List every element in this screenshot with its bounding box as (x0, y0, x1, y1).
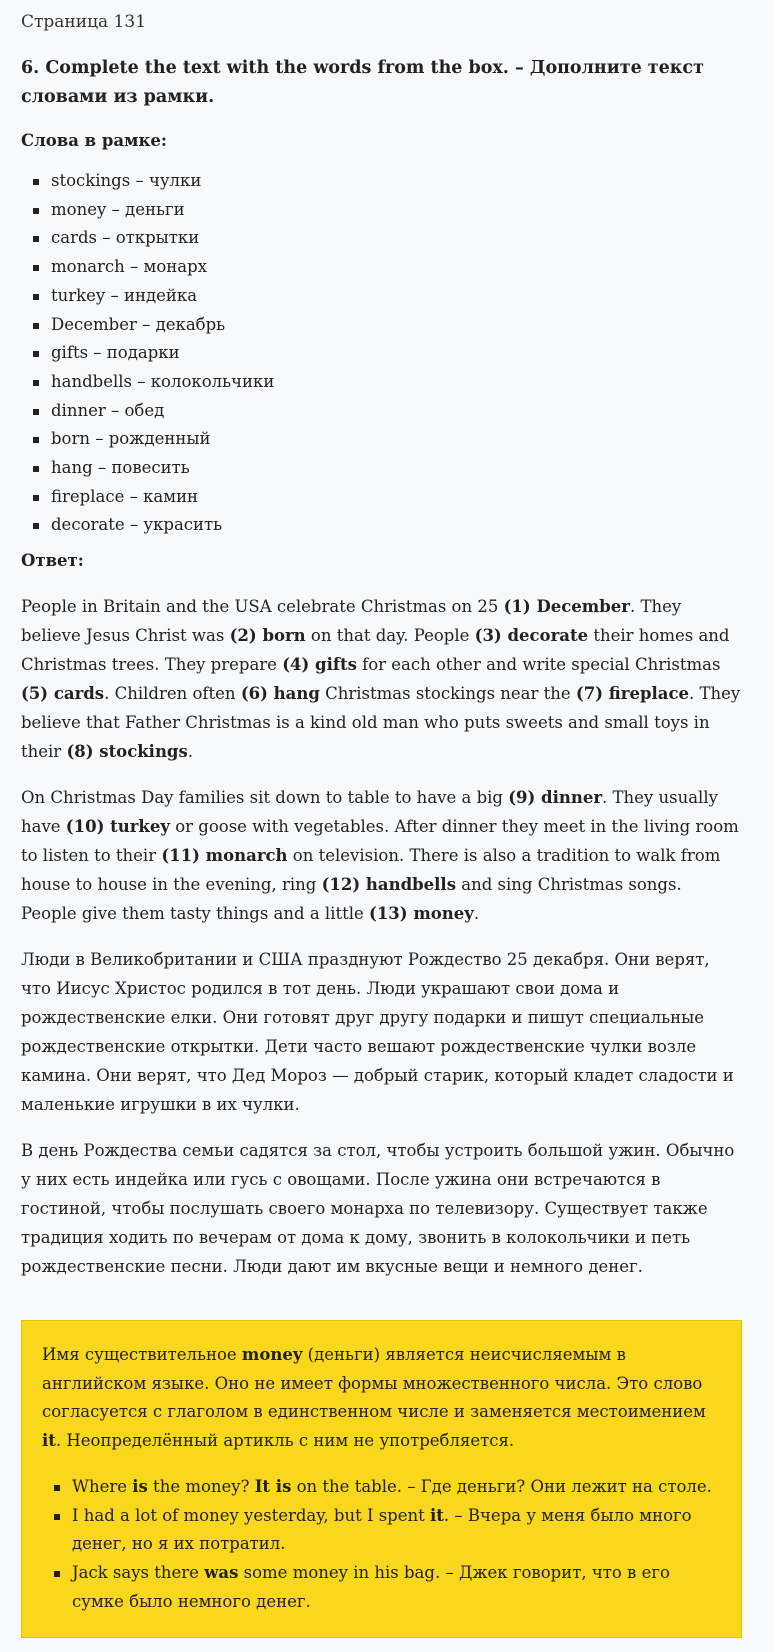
text-run: I had a lot of money yesterday, but I spent (72, 1505, 431, 1525)
text-run: People in Britain and the USA celebrate Christmas on 25 (21, 597, 504, 617)
word-list (21, 167, 741, 540)
word-list-item: December – декабрь (21, 311, 741, 340)
text-run: . Children often (104, 684, 241, 704)
text-run: Имя существительное (42, 1345, 242, 1364)
bold-term: (3) decorate (474, 626, 589, 646)
bold-term: (12) handbells (321, 875, 456, 895)
bold-term: is (132, 1476, 148, 1496)
text-run: . (473, 904, 480, 924)
note-example-item (42, 1473, 721, 1502)
word-list-item: handbells – колокольчики (21, 368, 741, 397)
word-list-item: monarch – монарх (21, 253, 741, 282)
text-run: . (187, 742, 194, 762)
word-list-item: cards – открытки (21, 224, 741, 253)
answer-heading: Ответ: (21, 551, 84, 571)
answer-paragraph (21, 783, 741, 928)
task-title: 6. Complete the text with the words from the box. – Дополните текст словами из рамки. (21, 58, 704, 107)
grammar-note-box (21, 1320, 742, 1638)
text-run: some money in his bag. – Джек говорит, что в его сумке было немного денег. (72, 1562, 670, 1611)
text-run: Jack says there (72, 1562, 205, 1582)
word-list-item: turkey – индейка (21, 282, 741, 311)
word-list-item: stockings – чулки (21, 167, 741, 196)
word-list-item: decorate – украсить (21, 511, 741, 540)
text-run: on that day. People (305, 626, 475, 646)
translation-text (21, 945, 741, 1281)
text-run: . – Вчера у меня было много денег, но я их потратил. (72, 1505, 692, 1554)
bold-term: (2) born (229, 626, 306, 646)
text-run: and sing Christmas songs. People give them tasty things and a little (21, 875, 682, 924)
page-content (21, 8, 741, 1281)
bold-term: (6) hang (240, 684, 320, 704)
text-run: (деньги) является неисчисляемым в английском языке. Оно не имеет формы множественного числа. Это слово согласуется с глаголом в единственном числе и заменяется местоимением (42, 1345, 706, 1422)
note-examples-list (42, 1473, 721, 1617)
bold-term: It is (254, 1476, 292, 1496)
text-run: the money? (147, 1476, 255, 1496)
page-label: Страница 131 (21, 12, 147, 32)
text-run: their homes and Christmas trees. They prepare (21, 626, 730, 675)
word-list-item: hang – повесить (21, 454, 741, 483)
word-list-item: fireplace – камин (21, 483, 741, 512)
text-run: on the table. – Где деньги? Они лежит на столе. (291, 1476, 712, 1496)
bold-term: (1) December (503, 597, 630, 617)
answer-paragraph (21, 592, 741, 766)
bold-term: (11) monarch (161, 846, 288, 866)
bold-term: (5) cards (21, 684, 105, 704)
bold-term: (9) dinner (508, 788, 603, 808)
box-heading: Слова в рамке: (21, 131, 167, 150)
text-run: Where (72, 1476, 133, 1496)
text-run: On Christmas Day families sit down to table to have a big (21, 788, 509, 808)
bold-term: money (241, 1345, 303, 1364)
bold-term: (10) turkey (65, 817, 170, 837)
word-list-item: born – рожденный (21, 425, 741, 454)
word-list-item: gifts – подарки (21, 339, 741, 368)
translation-paragraph: Люди в Великобритании и США празднуют Рождество 25 декабря. Они верят, что Иисус Христос родился в тот день. Люди украшают свои дома и рождественские елки. Они готовят друг другу подарки и пишут специальные рождественские открытки. Дети часто вешают рождественские чулки возле камина. Они верят, что Дед Мороз — добрый старик, который кладет сладости и маленькие игрушки в их чулки. (21, 950, 734, 1115)
text-run: . They believe Jesus Christ was (21, 597, 682, 646)
text-run: . They believe that Father Christmas is a kind old man who puts sweets and small toys in their (21, 684, 741, 762)
bold-term: was (204, 1562, 239, 1582)
note-example-item (42, 1502, 721, 1559)
text-run: . Неопределённый артикль с ним не употребляется. (55, 1431, 515, 1451)
bold-term: (13) money (369, 904, 474, 924)
text-run: Christmas stockings near the (319, 684, 576, 704)
word-list-item: money – деньги (21, 196, 741, 225)
text-run: or goose with vegetables. After dinner they meet in the living room to listen to their (21, 817, 739, 866)
note-intro (42, 1341, 721, 1456)
text-run: . They usually have (21, 788, 718, 837)
bold-term: it (430, 1505, 444, 1525)
translation-paragraph: В день Рождества семьи садятся за стол, чтобы устроить большой ужин. Обычно у них есть индейка или гусь с овощами. После ужина они встречаются в гостиной, чтобы послушать своего монарха по телевизору. Существует также традиция ходить по вечерам от дома к дому, звонить в колокольчики и петь рождественские песни. Люди дают им вкусные вещи и немного денег. (21, 1141, 735, 1277)
bold-term: (4) gifts (282, 655, 357, 675)
word-list-item: dinner – обед (21, 397, 741, 426)
bold-term: (7) fireplace (575, 684, 689, 704)
note-example-item (42, 1559, 721, 1616)
text-run: on television. There is also a tradition to walk from house to house in the evening, ring (21, 846, 721, 895)
bold-term: (8) stockings (66, 742, 188, 762)
text-run: for each other and write special Christmas (356, 655, 721, 675)
answer-text (21, 592, 741, 928)
bold-term: it (42, 1431, 56, 1451)
